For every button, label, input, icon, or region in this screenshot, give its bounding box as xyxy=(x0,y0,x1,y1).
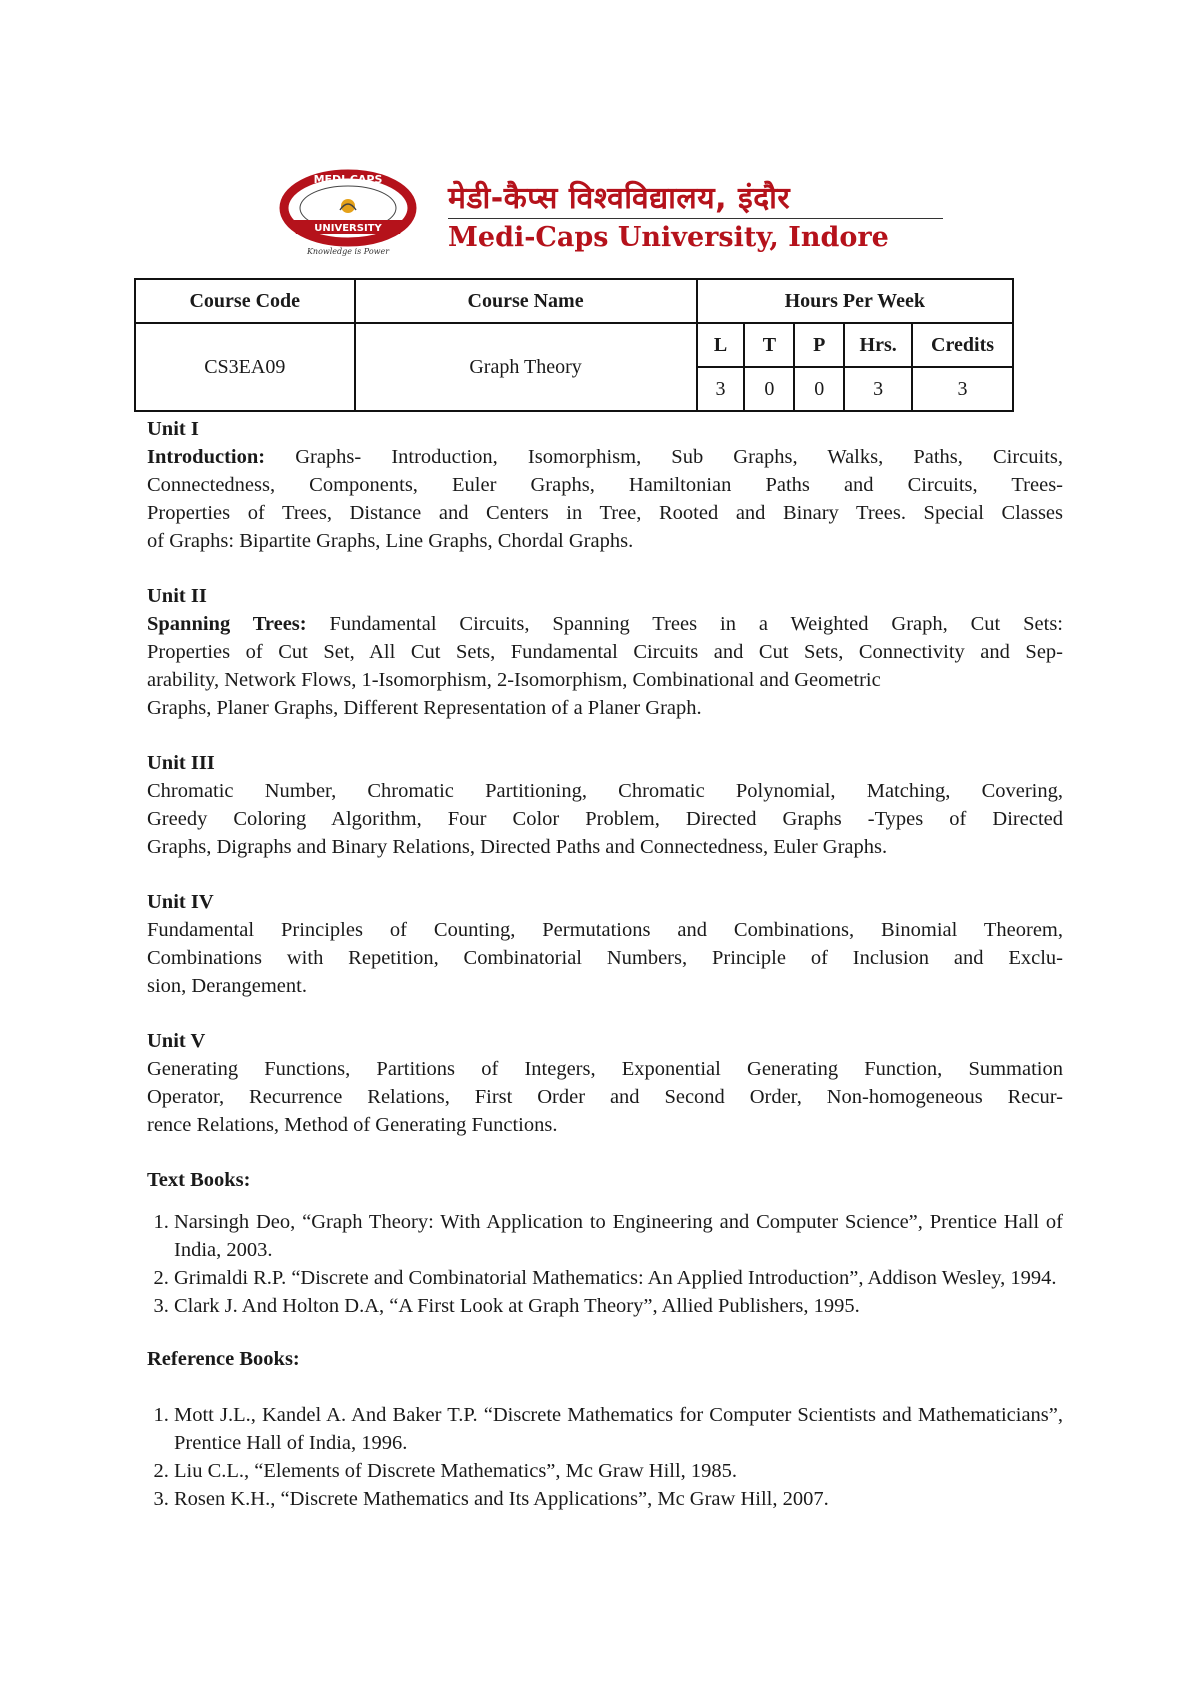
unit-text: Graphs- Introduction, Isomorphism, Sub Graphs, Walks, Paths, Circuits, xyxy=(265,446,1063,468)
logo-banner-text: UNIVERSITY xyxy=(314,223,382,234)
unit-lead: Introduction: xyxy=(147,446,266,468)
unit-line: Properties of Trees, Distance and Centers in Tree, Rooted and Binary Trees. Special Classes xyxy=(147,502,1063,524)
syllabus-content xyxy=(147,415,1063,1538)
unit-line: Graphs, Planer Graphs, Different Representation of a Planer Graph. xyxy=(147,697,702,719)
unit-line: Properties of Cut Set, All Cut Sets, Fundamental Circuits and Cut Sets, Connectivity and Sep- xyxy=(147,641,1063,663)
unit-line: Fundamental Principles of Counting, Permutations and Combinations, Binomial Theorem, xyxy=(147,919,1063,941)
list-item: 3. Rosen K.H., “Discrete Mathematics and Its Applications”, Mc Graw Hill, 2007. xyxy=(174,1485,1063,1513)
unit-line: arability, Network Flows, 1-Isomorphism, 2-Isomorphism, Combinational and Geometric xyxy=(147,669,881,691)
tutorial-header: T xyxy=(744,323,794,367)
course-code-header: Course Code xyxy=(135,279,355,323)
unit-line: Chromatic Number, Chromatic Partitioning, Chromatic Polynomial, Matching, Covering, xyxy=(147,780,1063,802)
unit-3 xyxy=(147,749,1063,861)
university-name-english: Medi-Caps University, Indore xyxy=(448,222,889,253)
unit-4 xyxy=(147,888,1063,1000)
unit-line: Operator, Recurrence Relations, First Order and Second Order, Non-homogeneous Recur- xyxy=(147,1086,1063,1108)
hours-header: Hrs. xyxy=(844,323,912,367)
university-header xyxy=(268,168,948,260)
unit-title: Unit II xyxy=(147,585,207,607)
practical-header: P xyxy=(794,323,844,367)
unit-line xyxy=(147,610,1063,638)
unit-title: Unit V xyxy=(147,1030,206,1052)
unit-title: Unit I xyxy=(147,418,199,440)
list-item: 2. Liu C.L., “Elements of Discrete Mathematics”, Mc Graw Hill, 1985. xyxy=(174,1457,1063,1485)
unit-title: Unit IV xyxy=(147,891,214,913)
unit-1 xyxy=(147,415,1063,555)
unit-line: Connectedness, Components, Euler Graphs, Hamiltonian Paths and Circuits, Trees- xyxy=(147,474,1063,496)
course-name-header: Course Name xyxy=(355,279,697,323)
reference-books-title: Reference Books: xyxy=(147,1348,300,1370)
course-table xyxy=(134,278,1014,412)
list-item: 3. Clark J. And Holton D.A, “A First Look at Graph Theory”, Allied Publishers, 1995. xyxy=(174,1292,1063,1320)
list-item: 2. Grimaldi R.P. “Discrete and Combinatorial Mathematics: An Applied Introduction”, Addison Wesley, 1994. xyxy=(174,1264,1063,1292)
unit-line xyxy=(147,443,1063,471)
credits-value: 3 xyxy=(912,367,1013,411)
tutorial-value: 0 xyxy=(744,367,794,411)
unit-line: sion, Derangement. xyxy=(147,975,307,997)
list-item: 1. Narsingh Deo, “Graph Theory: With Application to Engineering and Computer Science”, Prentice Hall of India, 2003. xyxy=(174,1208,1063,1264)
hours-value: 3 xyxy=(844,367,912,411)
university-name-hindi: मेडी-कैप्स विश्वविद्यालय, इंदौर xyxy=(448,181,791,216)
unit-line: Graphs, Digraphs and Binary Relations, Directed Paths and Connectedness, Euler Graphs. xyxy=(147,836,888,858)
unit-lead: Spanning Trees: xyxy=(147,613,307,635)
header-divider xyxy=(448,218,943,219)
lecture-header: L xyxy=(697,323,745,367)
course-code-value: CS3EA09 xyxy=(135,323,355,411)
unit-line: Generating Functions, Partitions of Integers, Exponential Generating Function, Summation xyxy=(147,1058,1063,1080)
unit-line: Greedy Coloring Algorithm, Four Color Problem, Directed Graphs -Types of Directed xyxy=(147,808,1063,830)
text-books-list xyxy=(147,1208,1063,1320)
lecture-value: 3 xyxy=(697,367,745,411)
practical-value: 0 xyxy=(794,367,844,411)
unit-2 xyxy=(147,582,1063,722)
credits-header: Credits xyxy=(912,323,1013,367)
unit-line: Combinations with Repetition, Combinatorial Numbers, Principle of Inclusion and Exclu- xyxy=(147,947,1063,969)
logo-top-text: MEDI-CAPS xyxy=(313,173,383,186)
table-row xyxy=(135,279,1013,323)
unit-5 xyxy=(147,1027,1063,1139)
unit-title: Unit III xyxy=(147,752,215,774)
university-logo xyxy=(268,168,428,260)
unit-line: rence Relations, Method of Generating Functions. xyxy=(147,1114,558,1136)
logo-tagline: Knowledge is Power xyxy=(306,247,390,256)
list-item: 1. Mott J.L., Kandel A. And Baker T.P. “Discrete Mathematics for Computer Scientists and Mathematicians”, Prentice Hall of India, 1996. xyxy=(174,1401,1063,1457)
table-row xyxy=(135,323,1013,367)
unit-text: Fundamental Circuits, Spanning Trees in a Weighted Graph, Cut Sets: xyxy=(306,613,1064,635)
course-name-value: Graph Theory xyxy=(355,323,697,411)
reference-books-list xyxy=(147,1401,1063,1513)
unit-line: of Graphs: Bipartite Graphs, Line Graphs, Chordal Graphs. xyxy=(147,530,634,552)
hours-per-week-header: Hours Per Week xyxy=(697,279,1013,323)
text-books-title: Text Books: xyxy=(147,1169,251,1191)
